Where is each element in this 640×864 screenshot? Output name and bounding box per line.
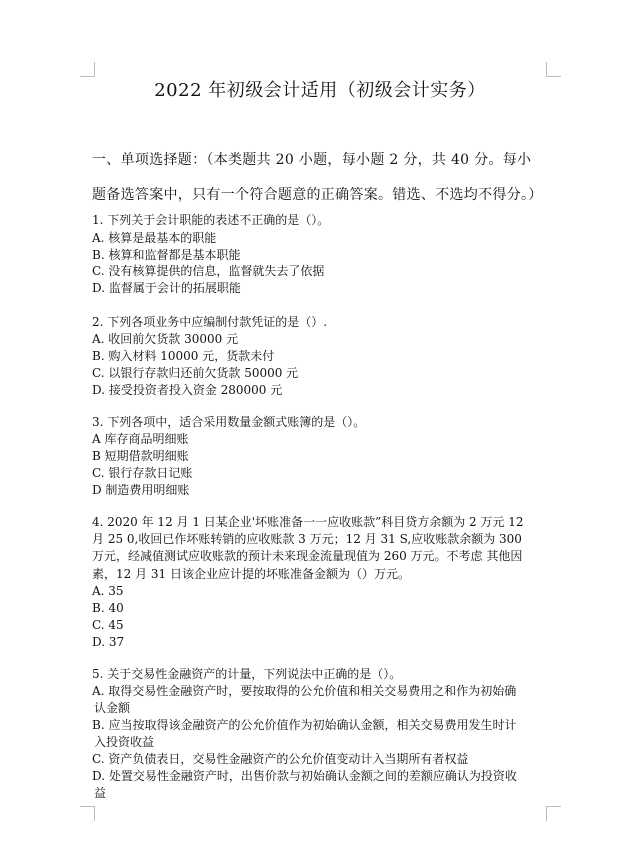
crop-mark-top-right	[546, 62, 561, 77]
crop-mark-bottom-left	[80, 806, 95, 821]
question-3-stem: 3. 下列各项中，适合采用数量金额式账簿的是（）。	[92, 415, 366, 429]
question-5-option-d-line-1: D. 处置交易性金融资产时，出售价款与初始确认金额之间的差额应确认为投资收	[92, 769, 517, 783]
question-4-option-d: D. 37	[92, 635, 125, 649]
question-5-option-a-line-1: A. 取得交易性金融资产时，要按取得的公允价值和相关交易费用之和作为初始确	[92, 684, 517, 698]
question-5-option-a-line-2: 认金额	[94, 701, 131, 715]
question-3-option-b: B 短期借款明细账	[92, 449, 189, 463]
question-1-option-a: A. 核算是最基本的职能	[92, 231, 217, 245]
question-4-option-c: C. 45	[92, 618, 124, 632]
question-4-option-b: B. 40	[92, 601, 124, 615]
question-4-stem-line-1: 4. 2020 年 12 月 1 日某企业'坏账准备一一应收账款”科目贷方余额为 2 万元 12	[92, 515, 524, 529]
question-1-stem: 1. 下列关于会计职能的表述不正确的是（）。	[92, 213, 330, 227]
question-3-option-c: C. 银行存款日记账	[92, 466, 193, 480]
question-1-option-c: C. 没有核算提供的信息，监督就失去了依据	[92, 264, 325, 278]
question-2-option-b: B. 购入材料 10000 元，货款未付	[92, 349, 275, 363]
question-5-stem: 5. 关于交易性金融资产的计量，下列说法中正确的是（）。	[92, 667, 402, 681]
section-heading-line-1: 一、单项选择题：（本类题共 20 小题，每小题 2 分，共 40 分。每小	[92, 152, 532, 168]
question-3-option-d: D 制造费用明细账	[92, 483, 190, 497]
question-2-option-d: D. 接受投资者投入资金 280000 元	[92, 383, 283, 397]
question-2-stem: 2. 下列各项业务中应编制付款凭证的是（）.	[92, 315, 328, 329]
section-heading-line-2: 题备选答案中，只有一个符合题意的正确答案。错选、不选均不得分。）	[92, 187, 543, 203]
crop-mark-bottom-right	[546, 806, 561, 821]
question-4-stem-line-4: 素，12 月 31 日该企业应计提的坏账准备金额为（）万元。	[92, 567, 410, 581]
question-1-option-b: B. 核算和监督都是基本职能	[92, 248, 241, 262]
question-2-option-a: A. 收回前欠货款 30000 元	[92, 332, 239, 346]
document-title: 2022 年初级会计适用（初级会计实务）	[154, 80, 486, 101]
question-2-option-c: C. 以银行存款归还前欠货款 50000 元	[92, 366, 299, 380]
question-4-stem-line-2: 月 25 0,收回已作坏账转销的应收账款 3 万元；12 月 31 S,应收账款余额为 300	[92, 532, 522, 546]
question-5-option-d-line-2: 益	[94, 786, 107, 800]
question-5-option-b-line-2: 入投资收益	[94, 735, 155, 749]
question-1-option-d: D. 监督属于会计的拓展职能	[92, 281, 241, 295]
question-4-option-a: A. 35	[92, 584, 124, 598]
question-4-stem-line-3: 万元，经减值测试应收账款的预计未来现金流量现值为 260 万元。不考虑 其他因	[92, 549, 523, 563]
question-5-option-b-line-1: B. 应当按取得该金融资产的公允价值作为初始确认金额，相关交易费用发生时计	[92, 718, 517, 732]
crop-mark-top-left	[80, 62, 95, 77]
question-5-option-c: C. 资产负债表日，交易性金融资产的公允价值变动计入当期所有者权益	[92, 752, 469, 766]
question-3-option-a: A 库存商品明细账	[92, 432, 189, 446]
